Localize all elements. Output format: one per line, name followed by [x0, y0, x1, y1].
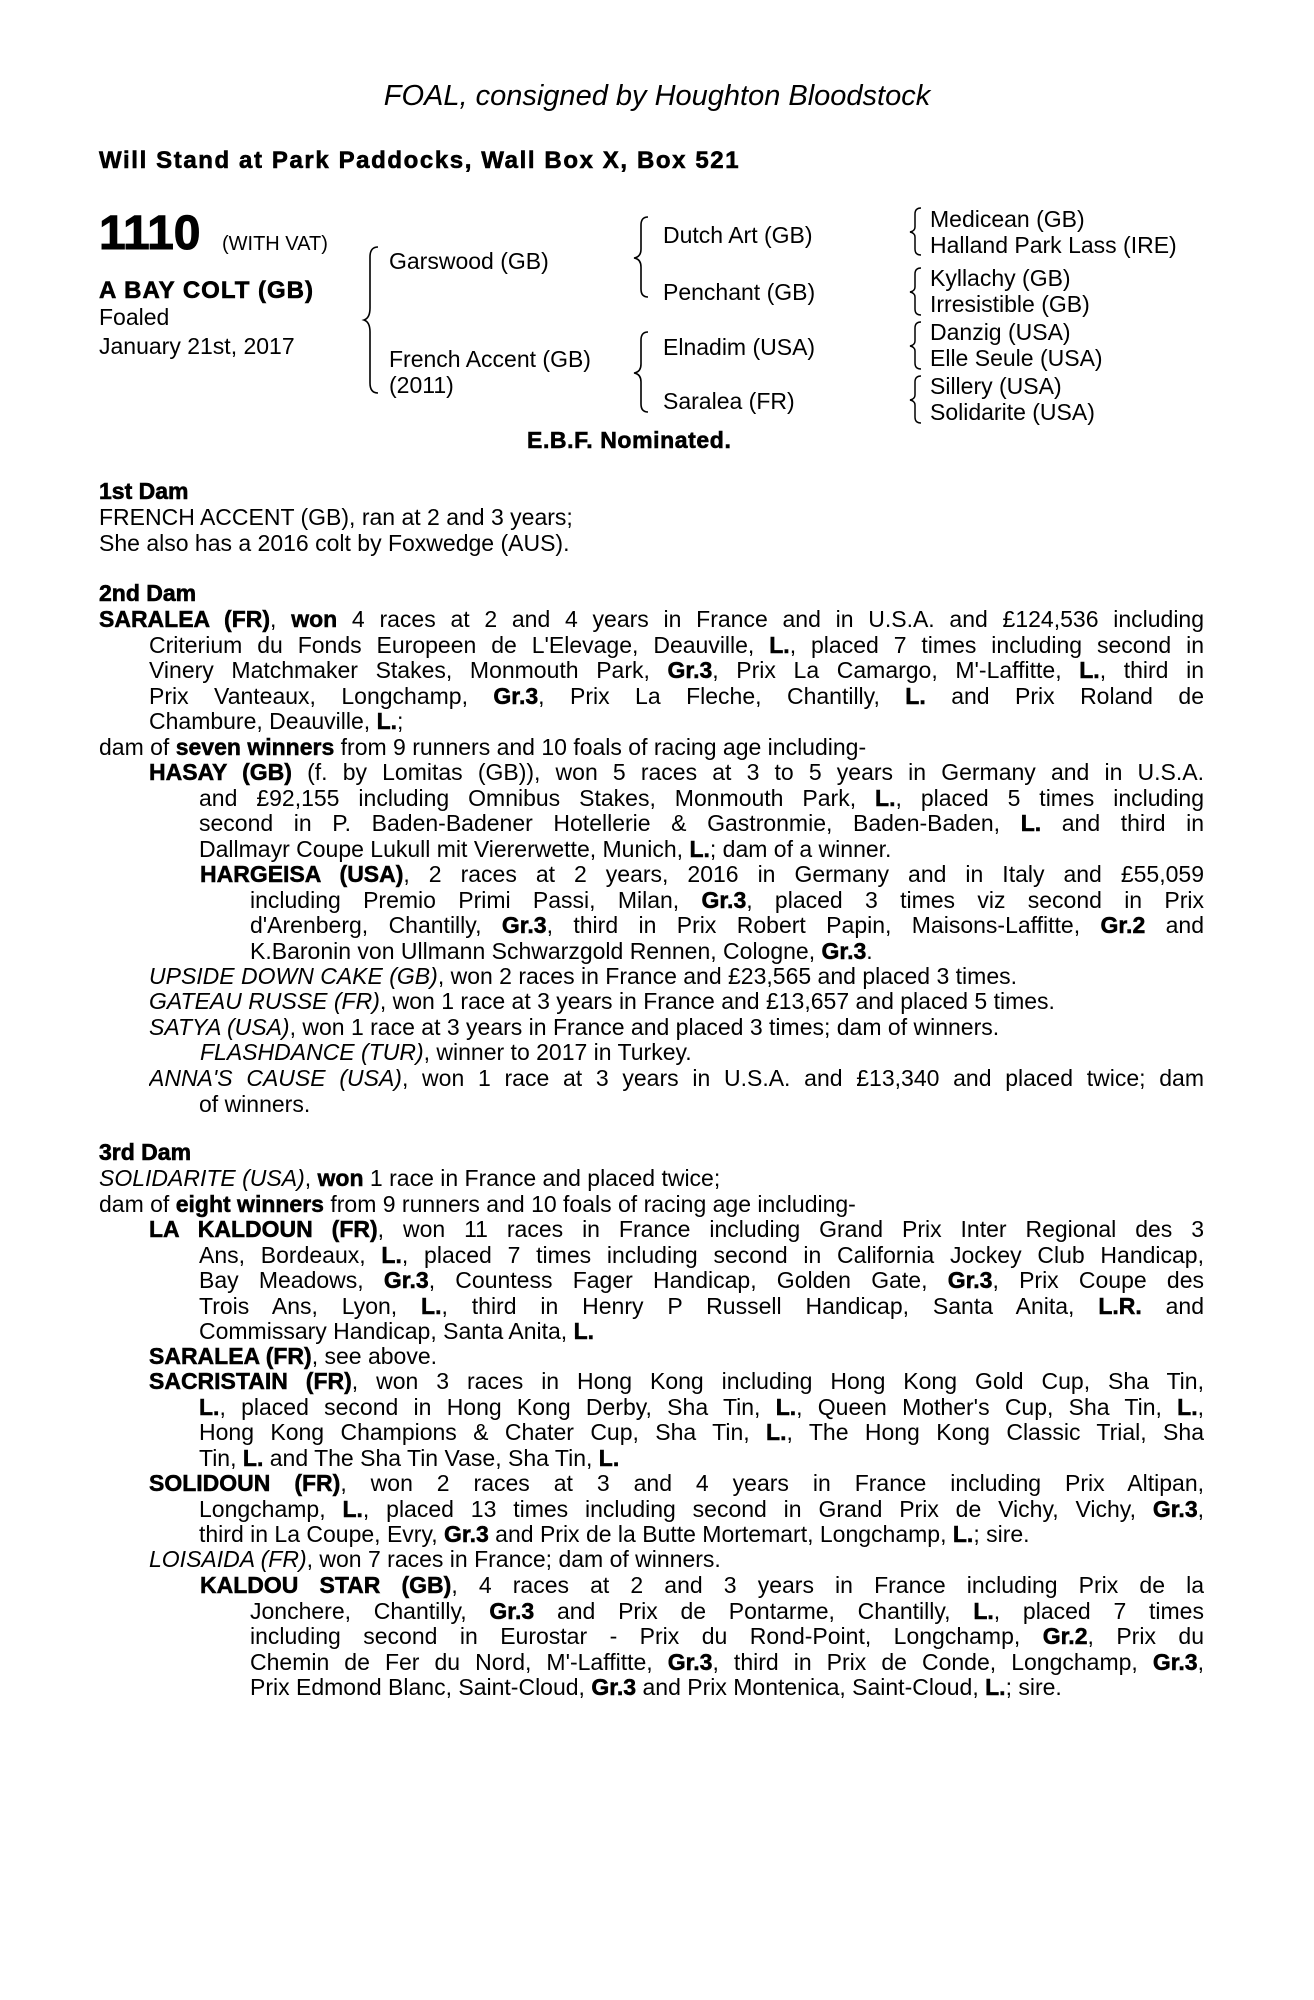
produce-gateau-russe	[149, 989, 1204, 1015]
lot-number: 1110	[99, 207, 201, 260]
second-dam-name: SARALEA (FR)	[99, 607, 271, 632]
sire-dam: Penchant (GB)	[663, 279, 816, 305]
record-text: and Prix Roland de	[925, 683, 1204, 709]
first-dam-line: FRENCH ACCENT (GB), ran at 2 and 3 years;	[99, 504, 573, 530]
vat-note: (WITH VAT)	[222, 233, 328, 255]
record-text: (f. by Lomitas (GB)), won 5 races at 3 to 5 years in Germany and in U.S.A.	[291, 760, 1204, 785]
produce-name: GATEAU RUSSE (FR)	[149, 988, 380, 1014]
record-text: Vinery Matchmaker Stakes, Monmouth Park,	[149, 658, 668, 683]
record-text: ;	[397, 708, 404, 734]
produce-name: ANNA'S CAUSE (USA)	[149, 1066, 402, 1091]
dam-of-text: from 9 runners and 10 foals of racing age including-	[334, 733, 867, 760]
produce-hasay	[149, 760, 1204, 862]
g3-brace-4	[907, 374, 927, 424]
dam-of-text: dam of	[99, 1190, 176, 1217]
record-text: , third in Prix de Conde, Longchamp,	[712, 1649, 1153, 1675]
record-text: Chambure, Deauville,	[149, 708, 377, 734]
produce-annas-cause	[149, 1066, 1204, 1117]
race-grade: Gr.3	[489, 1598, 535, 1624]
race-grade: Gr.3	[591, 1674, 637, 1700]
foaled-label: Foaled	[99, 304, 170, 330]
produce-name: UPSIDE DOWN CAKE (GB)	[149, 963, 438, 989]
produce-loisaida	[149, 1547, 1204, 1573]
race-grade: Gr.3	[1152, 1649, 1198, 1675]
record-text: Prix Vanteaux, Longchamp,	[149, 683, 494, 709]
race-grade: Gr.3	[947, 1268, 993, 1293]
ebf-nominated: E.B.F. Nominated.	[527, 427, 732, 453]
record-text: and £92,155 including Omnibus Stakes, Monmouth Park,	[199, 785, 876, 811]
sire-sire: Dutch Art (GB)	[663, 222, 813, 248]
record-text: .	[866, 937, 873, 964]
dam-of-text: from 9 runners and 10 foals of racing age including-	[323, 1190, 856, 1217]
record-text: and Prix de la Butte Mortemart, Longchamp,	[488, 1521, 953, 1547]
record-text: ,	[1197, 1649, 1204, 1675]
record-text: and Prix de Pontarme, Chantilly,	[534, 1598, 974, 1624]
produce-kaldou-star	[200, 1573, 1204, 1701]
race-grade: L.	[766, 1420, 787, 1445]
race-grade: L.	[1079, 658, 1100, 683]
record-text: of winners.	[199, 1090, 311, 1117]
dam-brace	[632, 330, 652, 415]
race-grade: L.	[1177, 1394, 1198, 1420]
produce-name: SATYA (USA)	[149, 1014, 290, 1040]
race-grade: Gr.3	[667, 1649, 713, 1675]
winners-count: seven winners	[175, 733, 335, 760]
produce-name: LOISAIDA (FR)	[149, 1546, 307, 1572]
sire: Garswood (GB)	[389, 248, 549, 274]
record-text: , won 2 races at 3 and 4 years in France including Prix Altipan,	[340, 1471, 1204, 1496]
record-text: , won 11 races in France including Grand Prix Inter Regional des 3	[377, 1217, 1204, 1242]
race-grade: Gr.3	[701, 887, 747, 913]
stand-location: Will Stand at Park Paddocks, Wall Box X, Box 521	[99, 147, 741, 174]
third-dam-record: SOLIDARITE (USA), won 1 race in France and placed twice; dam of eight winners from 9 runners and 10 foals of racing age including-	[99, 1165, 856, 1217]
record-text: , placed second in Hong Kong Derby, Sha Tin,	[219, 1394, 776, 1420]
record-text: , won 3 races in Hong Kong including Hong Kong Gold Cup, Sha Tin,	[351, 1369, 1204, 1394]
record-text: ; sire.	[973, 1521, 1030, 1547]
record-text: ; sire.	[1005, 1674, 1062, 1700]
record-text: , Countess Fager Handicap, Golden Gate,	[428, 1268, 948, 1293]
first-dam-heading: 1st Dam	[99, 478, 189, 504]
race-grade: L.	[342, 1496, 363, 1522]
record-text: and third in	[1041, 811, 1204, 836]
produce-solidoun	[149, 1471, 1204, 1548]
first-dam-record	[99, 505, 1204, 556]
record-text: , Prix Coupe des	[992, 1268, 1204, 1293]
race-grade: Gr.3	[501, 913, 547, 938]
record-text: and Prix Montenica, Saint-Cloud,	[636, 1674, 986, 1700]
produce-name: KALDOU STAR (GB)	[200, 1573, 452, 1598]
record-text: Trois Ans, Lyon,	[199, 1293, 422, 1319]
race-grade: L.	[242, 1444, 264, 1471]
record-text: , placed 3 times viz second in Prix	[746, 887, 1204, 913]
race-grade: Gr.3	[1152, 1496, 1198, 1522]
record-text: Jonchere, Chantilly,	[250, 1598, 490, 1624]
race-grade: L.	[769, 632, 790, 658]
record-text: and	[1145, 913, 1204, 938]
g3-brace-3	[907, 320, 927, 370]
record-text: , placed 5 times including	[895, 785, 1204, 811]
winners-count: eight winners	[175, 1190, 324, 1217]
record-text: and The Sha Tin Vase, Sha Tin,	[263, 1444, 599, 1471]
dam: French Accent (GB)	[389, 346, 591, 372]
lot-description: A BAY COLT (GB)	[99, 277, 315, 304]
won-word: won	[317, 1165, 364, 1191]
race-grade: Gr.3	[493, 683, 539, 709]
record-text: ; dam of a winner.	[709, 835, 892, 862]
foaled-date: January 21st, 2017	[99, 333, 295, 359]
record-text: K.Baronin von Ullmann Schwarzgold Rennen, Cologne,	[250, 937, 822, 964]
won-word: won	[291, 607, 338, 632]
record-text: , won 1 race at 3 years in U.S.A. and £13,340 and placed twice; dam	[401, 1066, 1204, 1091]
record-text: , 2 races at 2 years, 2016 in Germany and in Italy and £55,059	[403, 862, 1204, 887]
record-text: , Prix du	[1087, 1624, 1204, 1649]
record-text: , won 7 races in France; dam of winners.	[306, 1546, 721, 1572]
produce-la-kaldoun	[149, 1217, 1204, 1345]
sire-dam-brace	[362, 245, 382, 395]
record-text: , third in Henry P Russell Handicap, Santa Anita,	[441, 1293, 1099, 1319]
produce-hargeisa	[200, 862, 1204, 964]
g3-brace-1	[907, 206, 927, 256]
race-grade: L.	[875, 785, 896, 811]
record-text: including Premio Primi Passi, Milan,	[250, 887, 702, 913]
race-grade: L.	[598, 1444, 620, 1471]
record-text: , won 1 race at 3 years in France and placed 3 times; dam of winners.	[289, 1014, 1000, 1040]
g3-6: Elle Seule (USA)	[930, 345, 1103, 371]
g3-brace-2	[907, 266, 927, 316]
race-grade: L.	[905, 683, 926, 709]
produce-name: SOLIDOUN (FR)	[149, 1471, 341, 1496]
produce-name: HARGEISA (USA)	[200, 862, 404, 887]
record-text: , 4 races at 2 and 3 years in France including Prix de la	[451, 1573, 1204, 1598]
record-text: , placed 7 times including second in	[789, 632, 1204, 658]
dam-year: (2011)	[389, 372, 454, 398]
produce-sacristain	[149, 1369, 1204, 1471]
race-grade: Gr.2	[1042, 1624, 1088, 1649]
race-grade: Gr.3	[383, 1268, 429, 1293]
record-text: , won 1 race at 3 years in France and £13,657 and placed 5 times.	[379, 988, 1055, 1014]
record-text: Longchamp,	[199, 1496, 343, 1522]
record-text: 4 races at 2 and 4 years in France and in U.S.A. and £124,536 including	[337, 607, 1204, 632]
race-grade: Gr.3	[444, 1521, 489, 1547]
race-grade: Gr.3	[667, 658, 713, 683]
record-text: , third in Prix Robert Papin, Maisons-Laffitte,	[546, 913, 1101, 938]
record-text: , The Hong Kong Classic Trial, Sha	[786, 1420, 1204, 1445]
race-grade: L.	[573, 1318, 595, 1344]
produce-upside-down-cake	[149, 964, 1204, 990]
record-text: Tin,	[199, 1444, 243, 1471]
record-text: ,	[1197, 1496, 1204, 1522]
record-text: 1 race in France and placed twice;	[363, 1165, 721, 1191]
race-grade: L.R.	[1098, 1293, 1142, 1319]
record-text: Dallmayr Coupe Lukull mit Viererwette, Munich,	[199, 835, 690, 862]
race-grade: L.	[952, 1521, 974, 1547]
record-text: , placed 13 times including second in Grand Prix de Vichy, Vichy,	[362, 1496, 1153, 1522]
second-dam-record: SARALEA (FR), won 4 races at 2 and 4 years in France and in U.S.A. and £124,536 including Criterium du Fonds Europeen de L'Elevage, Deauville, L., placed 7 times including second in Vinery Matchmaker Stakes, Monmouth Park, Gr.3, Prix La Camargo, M'-Laffitte, L., third in Prix Vanteaux, Longchamp, Gr.3, Prix La Fleche, Chantilly, L. and Prix Roland de Chambure, Deauville, L.; dam of seven winners from 9 runners and 10 foals of racing age including-	[99, 607, 1204, 760]
race-grade: L.	[199, 1394, 220, 1420]
first-dam-line: She also has a 2016 colt by Foxwedge (AUS).	[99, 529, 570, 556]
g3-4: Irresistible (GB)	[930, 291, 1090, 317]
record-text: , won 2 races in France and £23,565 and placed 3 times.	[437, 963, 1018, 989]
g3-5: Danzig (USA)	[930, 319, 1071, 345]
produce-name: LA KALDOUN (FR)	[149, 1217, 378, 1242]
record-text: Prix Edmond Blanc, Saint-Cloud,	[250, 1674, 592, 1700]
record-text: Bay Meadows,	[199, 1268, 384, 1293]
second-dam-heading: 2nd Dam	[99, 580, 197, 606]
record-text: second in P. Baden-Badener Hotellerie & Gastronmie, Baden-Baden,	[199, 811, 1021, 836]
record-text: , third in	[1099, 658, 1204, 683]
dam-dam: Saralea (FR)	[663, 388, 795, 414]
g3-3: Kyllachy (GB)	[930, 265, 1071, 291]
g3-8: Solidarite (USA)	[930, 399, 1095, 425]
record-text: Hong Kong Champions & Chater Cup, Sha Tin,	[199, 1420, 767, 1445]
race-grade: L.	[689, 835, 710, 862]
produce-name: HASAY (GB)	[149, 760, 292, 785]
race-grade: L.	[421, 1293, 442, 1319]
record-text: Chemin de Fer du Nord, M'-Laffitte,	[250, 1649, 668, 1675]
race-grade: L.	[381, 1242, 402, 1268]
record-text: Criterium du Fonds Europeen de L'Elevage, Deauville,	[149, 632, 770, 658]
produce-satya	[149, 1015, 1204, 1041]
record-text: , Prix La Fleche, Chantilly,	[538, 683, 906, 709]
dam-of-text: dam of	[99, 733, 176, 760]
produce-name: SACRISTAIN (FR)	[149, 1369, 352, 1394]
record-text: including second in Eurostar - Prix du Rond-Point, Longchamp,	[250, 1624, 1043, 1649]
record-text: , see above.	[311, 1343, 437, 1369]
catalogue-header: FOAL, consigned by Houghton Bloodstock	[383, 80, 931, 112]
race-grade: L.	[1020, 811, 1042, 836]
g3-1: Medicean (GB)	[930, 206, 1085, 232]
g3-2: Halland Park Lass (IRE)	[930, 232, 1177, 258]
produce-name: SARALEA (FR)	[149, 1343, 312, 1369]
record-text: d'Arenberg, Chantilly,	[250, 913, 502, 938]
race-grade: Gr.3	[821, 937, 867, 964]
sire-brace	[632, 215, 652, 300]
record-text: ,	[1197, 1394, 1204, 1420]
third-dam-name: SOLIDARITE (USA)	[99, 1165, 305, 1191]
g3-7: Sillery (USA)	[930, 373, 1062, 399]
race-grade: Gr.2	[1100, 913, 1146, 938]
race-grade: L.	[775, 1394, 797, 1420]
record-text: , winner to 2017 in Turkey.	[423, 1039, 692, 1065]
third-dam-heading: 3rd Dam	[99, 1139, 192, 1165]
race-grade: L.	[973, 1598, 994, 1624]
race-grade: L.	[376, 708, 398, 734]
record-text: , Prix La Camargo, M'-Laffitte,	[712, 658, 1080, 683]
record-text: third in La Coupe, Evry,	[199, 1521, 445, 1547]
record-text: Ans, Bordeaux,	[199, 1242, 382, 1268]
record-text: , placed 7 times including second in California Jockey Club Handicap,	[401, 1242, 1204, 1268]
record-text: , placed 7 times	[993, 1598, 1204, 1624]
produce-flashdance	[200, 1040, 1204, 1066]
record-text: Commissary Handicap, Santa Anita,	[199, 1318, 574, 1344]
produce-saralea	[149, 1344, 1204, 1370]
record-text: , Queen Mother's Cup, Sha Tin,	[796, 1394, 1178, 1420]
produce-name: FLASHDANCE (TUR)	[200, 1039, 424, 1065]
race-grade: L.	[985, 1674, 1006, 1700]
record-text: and	[1141, 1293, 1204, 1319]
dam-sire: Elnadim (USA)	[663, 334, 816, 360]
